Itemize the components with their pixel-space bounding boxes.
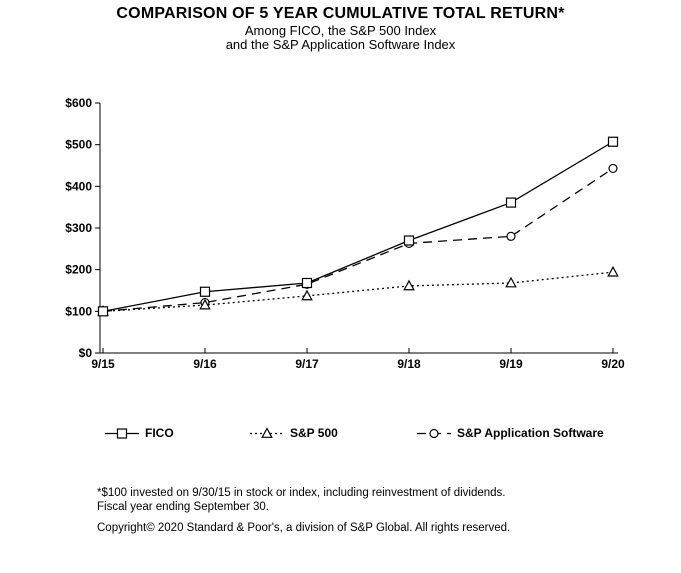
legend-label-fico: FICO (145, 426, 174, 440)
svg-text:$600: $600 (65, 96, 92, 110)
svg-text:9/18: 9/18 (397, 357, 421, 371)
fico-line-swatch-icon (105, 427, 139, 440)
svg-text:$400: $400 (65, 179, 92, 194)
svg-text:$500: $500 (65, 137, 92, 152)
svg-text:$100: $100 (65, 304, 92, 319)
svg-text:9/16: 9/16 (193, 357, 217, 371)
svg-text:$300: $300 (65, 221, 92, 235)
legend-label-sp500: S&P 500 (290, 426, 338, 440)
legend-label-sp-app-software: S&P Application Software (457, 426, 604, 440)
legend-item-sp-app-software (417, 426, 604, 440)
chart-subtitle-line1: Among FICO, the S&P 500 Index (244, 23, 437, 38)
footnote-fiscal-year: Fiscal year ending September 30. (97, 501, 269, 513)
footnote-copyright: Copyright© 2020 Standard & Poor's, a division of S&P Global. All rights reserved. (97, 522, 511, 534)
footnote-invested: *$100 invested on 9/30/15 in stock or index, including reinvestment of dividends. (97, 487, 506, 499)
chart-subtitle-line2: and the S&P Application Software Index (225, 37, 456, 52)
svg-text:9/19: 9/19 (499, 357, 523, 371)
legend-item-sp500 (250, 426, 338, 440)
svg-text:$0: $0 (78, 346, 92, 360)
sp500-line-swatch-icon (250, 427, 284, 440)
svg-text:9/17: 9/17 (295, 357, 319, 371)
svg-text:9/15: 9/15 (91, 357, 115, 371)
svg-text:9/20: 9/20 (601, 357, 625, 371)
sp-app-software-line-swatch-icon (417, 427, 451, 440)
legend-item-fico (105, 426, 174, 440)
svg-text:$200: $200 (65, 262, 92, 277)
chart-title: COMPARISON OF 5 YEAR CUMULATIVE TOTAL RETURN* (116, 5, 565, 22)
